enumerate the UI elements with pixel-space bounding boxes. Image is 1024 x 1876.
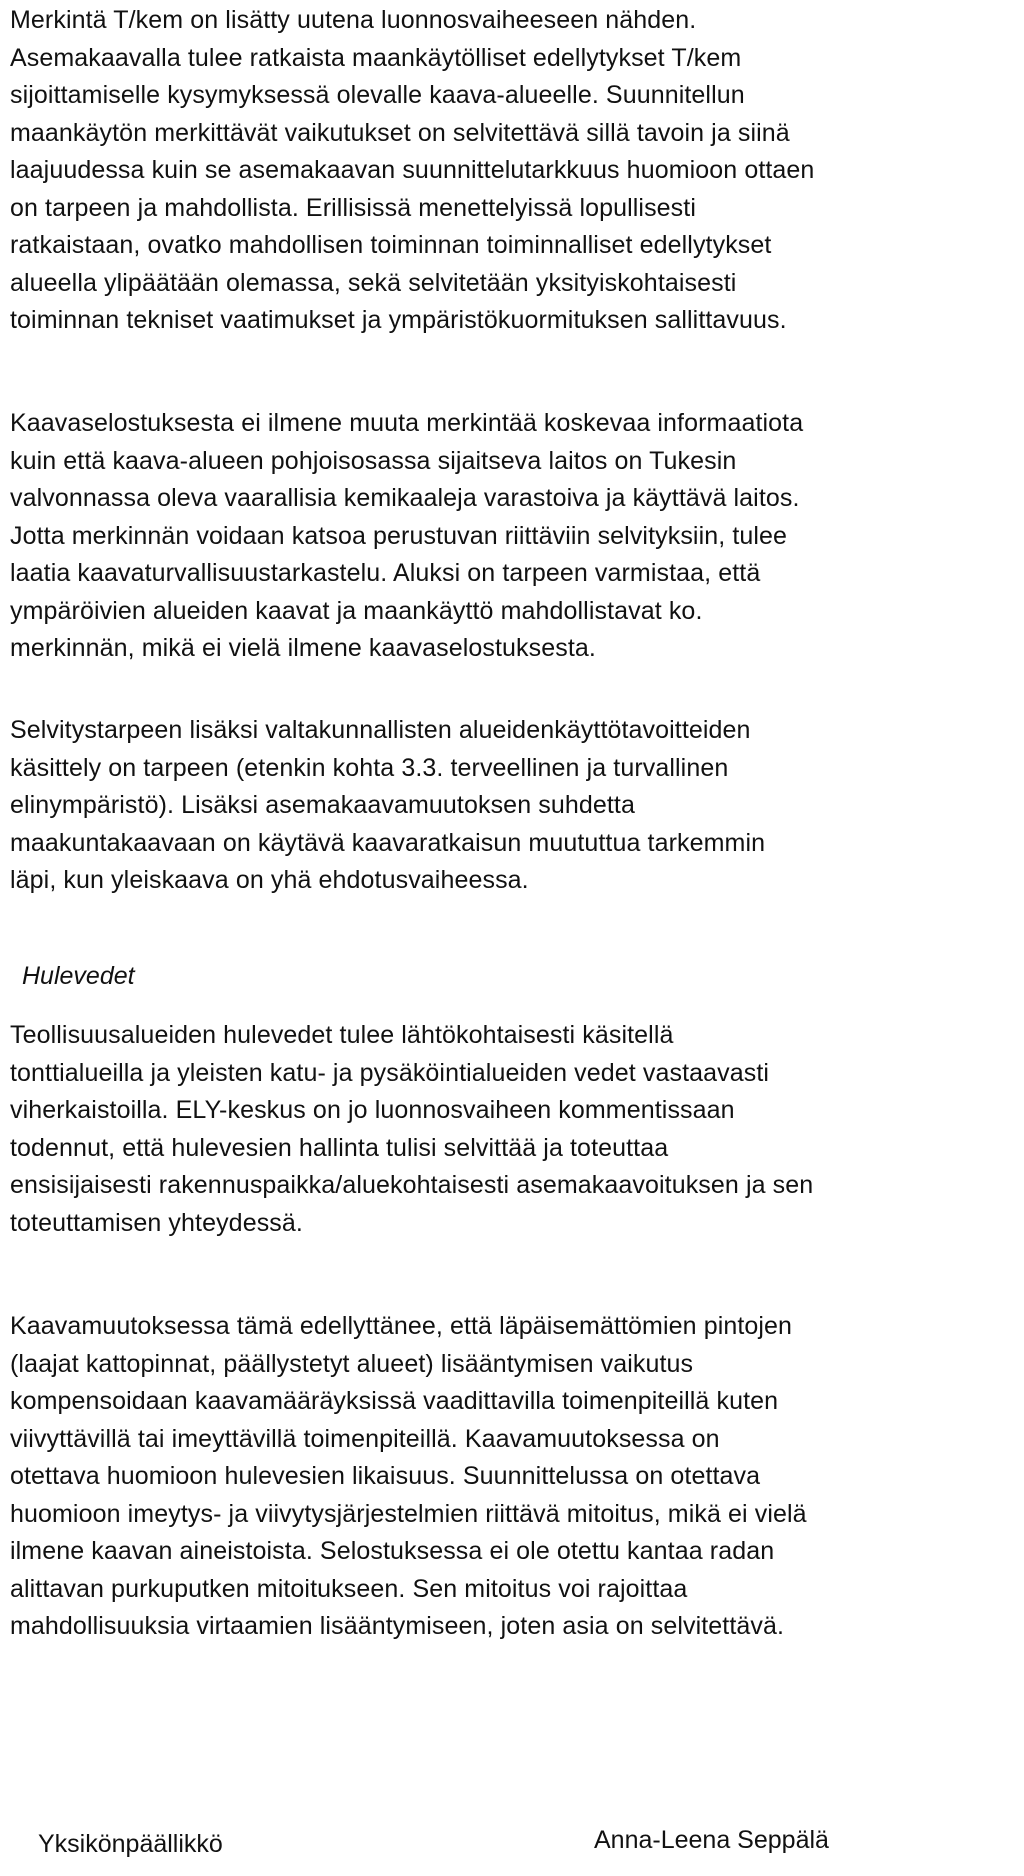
text-line: todennut, että hulevesien hallinta tulisi selvittää ja toteuttaa [10, 1133, 669, 1162]
text-line: elinympäristö). Lisäksi asemakaavamuutoksen suhdetta [10, 791, 635, 819]
paragraph-kaavaselostus [10, 405, 1010, 668]
text-line: laajuudessa kuin se asemakaavan suunnittelutarkkuus huomioon ottaen [10, 156, 815, 184]
text-line: laatia kaavaturvallisuustarkastelu. Aluksi on tarpeen varmistaa, että [10, 559, 761, 587]
text-line: alueella ylipäätään olemassa, sekä selvitetään yksityiskohtaisesti [10, 268, 737, 297]
text-line: tonttialueilla ja yleisten katu- ja pysäköintialueiden vedet vastaavasti [10, 1058, 770, 1087]
paragraph-selvitystarve [10, 712, 1010, 900]
text-line: huomioon imeytys- ja viivytysjärjestelmien riittävä mitoitus, mikä ei vielä [10, 1499, 807, 1528]
text-line: Teollisuusalueiden hulevedet tulee lähtökohtaisesti käsitellä [10, 1021, 674, 1049]
text-line: ilmene kaavan aineistoista. Selostuksessa ei ole otettu kantaa radan [10, 1537, 775, 1565]
text-line: alittavan purkuputken mitoitukseen. Sen mitoitus voi rajoittaa [10, 1574, 688, 1603]
text-line: maankäytön merkittävät vaikutukset on selvitettävä sillä tavoin ja siinä [10, 118, 790, 147]
text-line: maakuntakaavaan on käytävä kaavaratkaisun muututtua tarkemmin [10, 828, 766, 857]
text-line: on tarpeen ja mahdollista. Erillisissä menettelyissä lopullisesti [10, 193, 696, 222]
text-line: Kaavamuutoksessa tämä edellyttänee, että läpäisemättömien pintojen [10, 1312, 793, 1340]
section-heading: Hulevedet [22, 962, 135, 990]
text-line: mahdollisuuksia virtaamien lisääntymiseen, joten asia on selvitettävä. [10, 1612, 785, 1640]
text-line: ratkaistaan, ovatko mahdollisen toiminnan toiminnalliset edellytykset [10, 231, 772, 259]
text-line: ensisijaisesti rakennuspaikka/aluekohtaisesti asemakaavoituksen ja sen [10, 1171, 814, 1199]
text-line: läpi, kun yleiskaava on yhä ehdotusvaiheessa. [10, 866, 529, 894]
text-line: ympäröivien alueiden kaavat ja maankäyttö mahdollistavat ko. [10, 596, 703, 625]
text-line: Asemakaavalla tulee ratkaista maankäytölliset edellytykset T/kem [10, 43, 742, 72]
text-line: Kaavaselostuksesta ei ilmene muuta merkintää koskevaa informaatiota [10, 409, 804, 437]
text-line: kuin että kaava-alueen pohjoisosassa sijaitseva laitos on Tukesin [10, 446, 737, 475]
text-line: sijoittamiselle kysymyksessä olevalle kaava-alueelle. Suunnitellun [10, 81, 745, 109]
text-line: käsittely on tarpeen (etenkin kohta 3.3. terveellinen ja turvallinen [10, 753, 729, 782]
text-line: Merkintä T/kem on lisätty uutena luonnosvaiheeseen nähden. [10, 6, 697, 34]
text-line: toiminnan tekniset vaatimukset ja ympäristökuormituksen sallittavuus. [10, 306, 787, 334]
paragraph-hulevedet-1 [10, 1017, 1010, 1242]
paragraph-hulevedet-2 [10, 1308, 1010, 1646]
paragraph-tkem-intro [10, 2, 1010, 340]
signature-title: Yksikönpäällikkö [38, 1830, 223, 1858]
text-line: Jotta merkinnän voidaan katsoa perustuvan riittäviin selvityksiin, tulee [10, 521, 788, 550]
text-line: kompensoidaan kaavamääräyksissä vaadittavilla toimenpiteillä kuten [10, 1387, 779, 1415]
text-line: Selvitystarpeen lisäksi valtakunnallisten alueidenkäyttötavoitteiden [10, 716, 751, 744]
text-line: viherkaistoilla. ELY-keskus on jo luonnosvaiheen kommentissaan [10, 1096, 735, 1124]
text-line: (laajat kattopinnat, päällystetyt alueet) lisääntymisen vaikutus [10, 1349, 694, 1378]
text-line: valvonnassa oleva vaarallisia kemikaaleja varastoiva ja käyttävä laitos. [10, 484, 800, 512]
text-line: otettava huomioon hulevesien likaisuus. Suunnittelussa on otettava [10, 1462, 761, 1490]
text-line: toteuttamisen yhteydessä. [10, 1208, 303, 1237]
signature-name: Anna-Leena Seppälä [594, 1826, 829, 1854]
text-line: merkinnän, mikä ei vielä ilmene kaavaselostuksesta. [10, 634, 596, 662]
text-line: viivyttävillä tai imeyttävillä toimenpiteillä. Kaavamuutoksessa on [10, 1424, 720, 1453]
